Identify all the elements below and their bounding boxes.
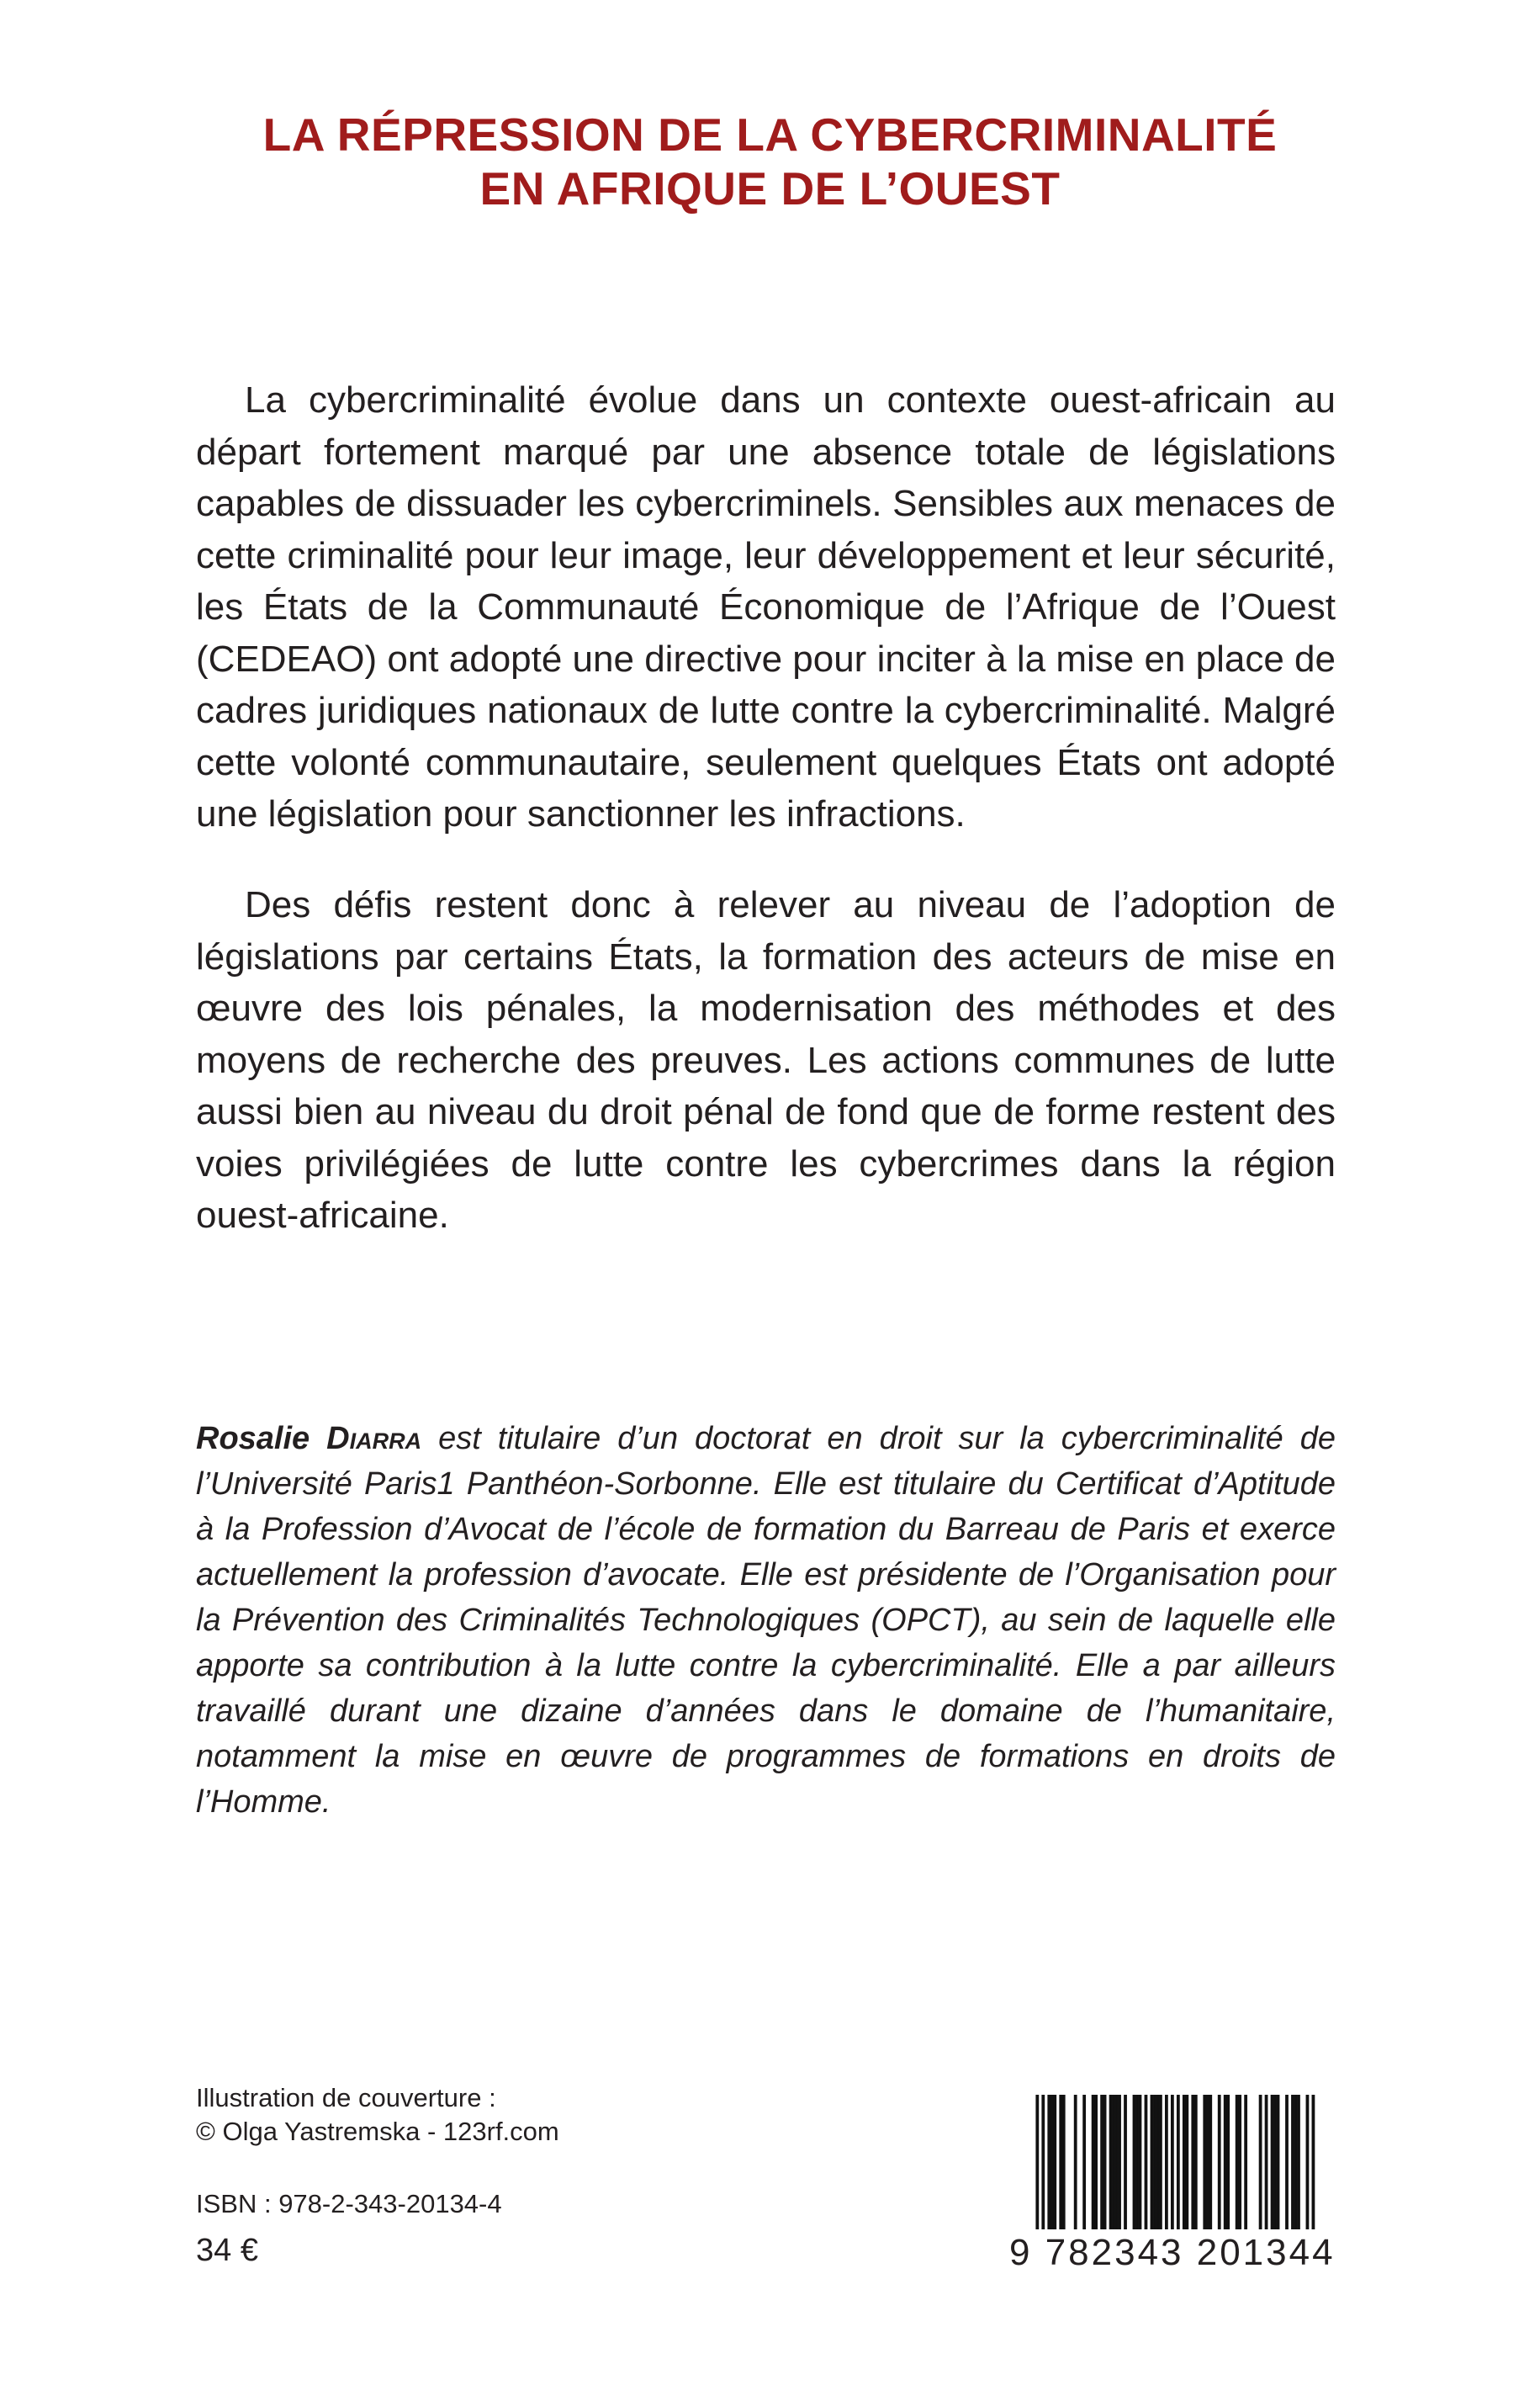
- credits-label: Illustration de couverture :: [196, 2083, 496, 2112]
- barcode-bar: [1059, 2095, 1062, 2229]
- barcode-bar: [1306, 2095, 1310, 2250]
- barcode-bar: [1238, 2095, 1241, 2229]
- barcode-bar: [1177, 2095, 1180, 2250]
- barcode-bar: [1115, 2095, 1119, 2229]
- barcode-bar: [1151, 2095, 1154, 2229]
- author-name: [196, 1421, 421, 1456]
- barcode-bar: [1139, 2095, 1142, 2229]
- barcode-bar: [1218, 2095, 1221, 2229]
- barcode-bar: [1194, 2095, 1198, 2229]
- barcode-bar: [1226, 2095, 1230, 2229]
- barcode-bar: [1074, 2095, 1077, 2229]
- barcode-bar: [1109, 2095, 1113, 2229]
- barcode-bar: [1285, 2095, 1289, 2229]
- cover-title: [0, 108, 1540, 215]
- barcode-bar: [1185, 2095, 1188, 2229]
- cover-title-line-1: LA RÉPRESSION DE LA CYBERCRIMINALITÉ: [262, 109, 1278, 161]
- barcode-bar: [1153, 2095, 1156, 2229]
- summary-paragraph-2: [196, 879, 1336, 1242]
- author-first-name: Rosalie: [196, 1421, 310, 1456]
- barcode-bar: [1103, 2095, 1107, 2229]
- barcode-bar: [1291, 2095, 1294, 2229]
- barcode-bar: [1265, 2095, 1268, 2229]
- barcode-bar: [1092, 2095, 1095, 2229]
- illustration-credits: [196, 2081, 559, 2149]
- summary-paragraph-1: [196, 374, 1336, 840]
- barcode-bar: [1203, 2095, 1206, 2229]
- barcode-bar: [1297, 2095, 1300, 2229]
- summary-paragraph-2-text: Des défis restent donc à relever au niveau de l’adoption de législations par certains États, la formation des acteurs de mise en œuvre des lois pénales, la modernisation des méthodes et des moyens de recherche des preuves. Les actions communes de lutte aussi bien au niveau du droit pénal de fond que de forme restent des voies privilégiées de lutte contre les cybercrimes dans la région ouest-africaine.: [196, 884, 1336, 1236]
- barcode-bar: [1183, 2095, 1186, 2229]
- credits-value: © Olga Yastremska - 123rf.com: [196, 2117, 559, 2146]
- barcode-bar: [1206, 2095, 1209, 2229]
- barcode-digits: 9 782343 201344: [1009, 2229, 1320, 2276]
- barcode-bar: [1118, 2095, 1121, 2229]
- isbn: ISBN : 978-2-343-20134-4: [196, 2189, 502, 2218]
- barcode-bar: [1112, 2095, 1115, 2229]
- barcode-bar: [1294, 2095, 1298, 2229]
- author-bio-text: est titulaire d’un doctorat en droit sur la cybercriminalité de l’Université Paris1 Panthéon-Sorbonne. Elle est titulaire du Certificat d’Aptitude à la Profession d’Avocat de l’école de formation du Barreau de Paris et exerce actuellement la profession d’avocate. Elle est présidente de l’Organisation pour la Prévention des Criminalités Technologiques (OPCT), au sein de laquelle elle apporte sa contribution à la lutte contre la cybercriminalité. Elle a par ailleurs travaillé durant une dizaine d’années dans le domaine de l’humanitaire, notamment la mise en œuvre de programmes de formations en droits de l’Homme.: [196, 1421, 1336, 1820]
- barcode-bar: [1159, 2095, 1162, 2229]
- barcode-bar: [1082, 2095, 1086, 2229]
- barcode-bar: [1094, 2095, 1098, 2229]
- cover-title-line-2: EN AFRIQUE DE L’OUEST: [479, 162, 1061, 215]
- barcode-bar: [1277, 2095, 1280, 2229]
- barcode-bar: [1156, 2095, 1160, 2229]
- price: 34 €: [196, 2233, 258, 2268]
- barcode-bar: [1259, 2095, 1262, 2229]
- barcode-bar: [1145, 2095, 1148, 2229]
- barcode-bar: [1244, 2095, 1247, 2229]
- barcode-bar: [1271, 2095, 1274, 2229]
- barcode-bar: [1053, 2095, 1056, 2229]
- summary-paragraph-1-text: La cybercriminalité évolue dans un contexte ouest-africain au départ fortement marqué par une absence totale de législations capables de dissuader les cybercriminels. Sensibles aux menaces de cette criminalité pour leur image, leur développement et leur sécurité, les États de la Communauté Économique de l’Afrique de l’Ouest (CEDEAO) ont adopté une directive pour inciter à la mise en place de cadres juridiques nationaux de lutte contre la cybercriminalité. Malgré cette volonté communautaire, seulement quelques États ont adopté une législation pour sanctionner les infractions.: [196, 379, 1336, 835]
- barcode-bar: [1273, 2095, 1277, 2229]
- barcode-bar: [1165, 2095, 1168, 2229]
- barcode-bar: [1124, 2095, 1127, 2229]
- barcode-bar: [1047, 2095, 1050, 2229]
- barcode-bar: [1133, 2095, 1136, 2229]
- barcode-bar: [1100, 2095, 1103, 2229]
- barcode-bar: [1050, 2095, 1054, 2229]
- barcode-bar: [1224, 2095, 1227, 2229]
- barcode-bar: [1236, 2095, 1239, 2229]
- barcode-bar: [1191, 2095, 1194, 2229]
- barcode-bar: [1041, 2095, 1045, 2250]
- barcode-bar: [1062, 2095, 1066, 2229]
- author-bio: [196, 1416, 1336, 1825]
- barcode-bar: [1035, 2095, 1039, 2250]
- barcode-bar: [1312, 2095, 1315, 2250]
- author-last-name: Diarra: [326, 1421, 422, 1456]
- barcode-bar: [1135, 2095, 1139, 2229]
- barcode-bar: [1171, 2095, 1174, 2250]
- barcode: [1009, 2095, 1336, 2276]
- barcode-bar: [1209, 2095, 1212, 2229]
